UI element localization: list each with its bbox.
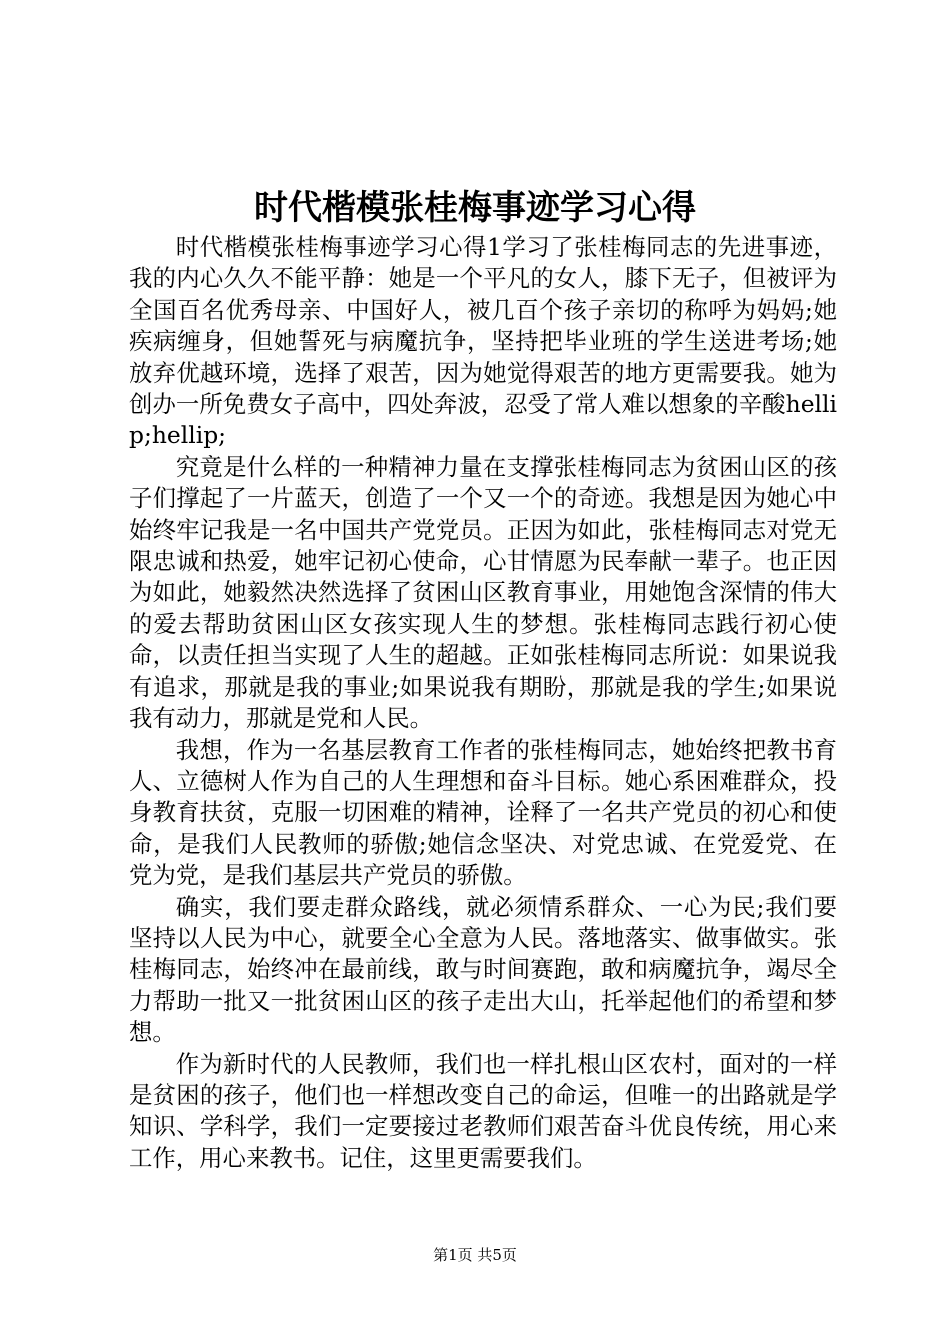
- paragraph-1: 时代楷模张桂梅事迹学习心得1学习了张桂梅同志的先进事迹，我的内心久久不能平静：她是一个平凡的女人，膝下无子，但被评为全国百名优秀母亲、中国好人，被几百个孩子亲切的称呼为妈妈;她疾病缠身，但她誓死与病魔抗争，坚持把毕业班的学生送进考场;她放弃优越环境，选择了艰苦，因为她觉得艰苦的地方更需要我。她为创办一所免费女子高中，四处奔波，忍受了常人难以想象的辛酸hellip;hellip;: [129, 233, 837, 450]
- paragraph-3: 我想，作为一名基层教育工作者的张桂梅同志，她始终把教书育人、立德树人作为自己的人生理想和奋斗目标。她心系困难群众，投身教育扶贫，克服一切困难的精神，诠释了一名共产党员的初心和使命，是我们人民教师的骄傲;她信念坚决、对党忠诚、在党爱党、在党为党，是我们基层共产党员的骄傲。: [129, 735, 837, 890]
- document-title: 时代楷模张桂梅事迹学习心得: [254, 188, 696, 228]
- paragraph-5: 作为新时代的人民教师，我们也一样扎根山区农村，面对的一样是贫困的孩子，他们也一样想改变自己的命运，但唯一的出路就是学知识、学科学，我们一定要接过老教师们艰苦奋斗优良传统，用心来工作，用心来教书。记住，这里更需要我们。: [129, 1049, 837, 1172]
- paragraph-2: 究竟是什么样的一种精神力量在支撑张桂梅同志为贫困山区的孩子们撑起了一片蓝天，创造了一个又一个的奇迹。我想是因为她心中始终牢记我是一名中国共产党党员。正因为如此，张桂梅同志对党无限忠诚和热爱，她牢记初心使命，心甘情愿为民奉献一辈子。也正因为如此，她毅然决然选择了贫困山区教育事业，用她饱含深情的伟大的爱去帮助贫困山区女孩实现人生的梦想。张桂梅同志践行初心使命，以责任担当实现了人生的超越。正如张桂梅同志所说：如果说我有追求，那就是我的事业;如果说我有期盼，那就是我的学生;如果说我有动力，那就是党和人民。: [129, 452, 837, 733]
- paragraph-4: 确实，我们要走群众路线，就必须情系群众、一心为民;我们要坚持以人民为中心，就要全心全意为人民。落地落实、做事做实。张桂梅同志，始终冲在最前线，敢与时间赛跑，敢和病魔抗争，竭尽全力帮助一批又一批贫困山区的孩子走出大山，托举起他们的希望和梦想。: [129, 892, 837, 1047]
- document-body: [129, 232, 837, 1174]
- page-number-footer: 第1页 共5页: [433, 1246, 517, 1264]
